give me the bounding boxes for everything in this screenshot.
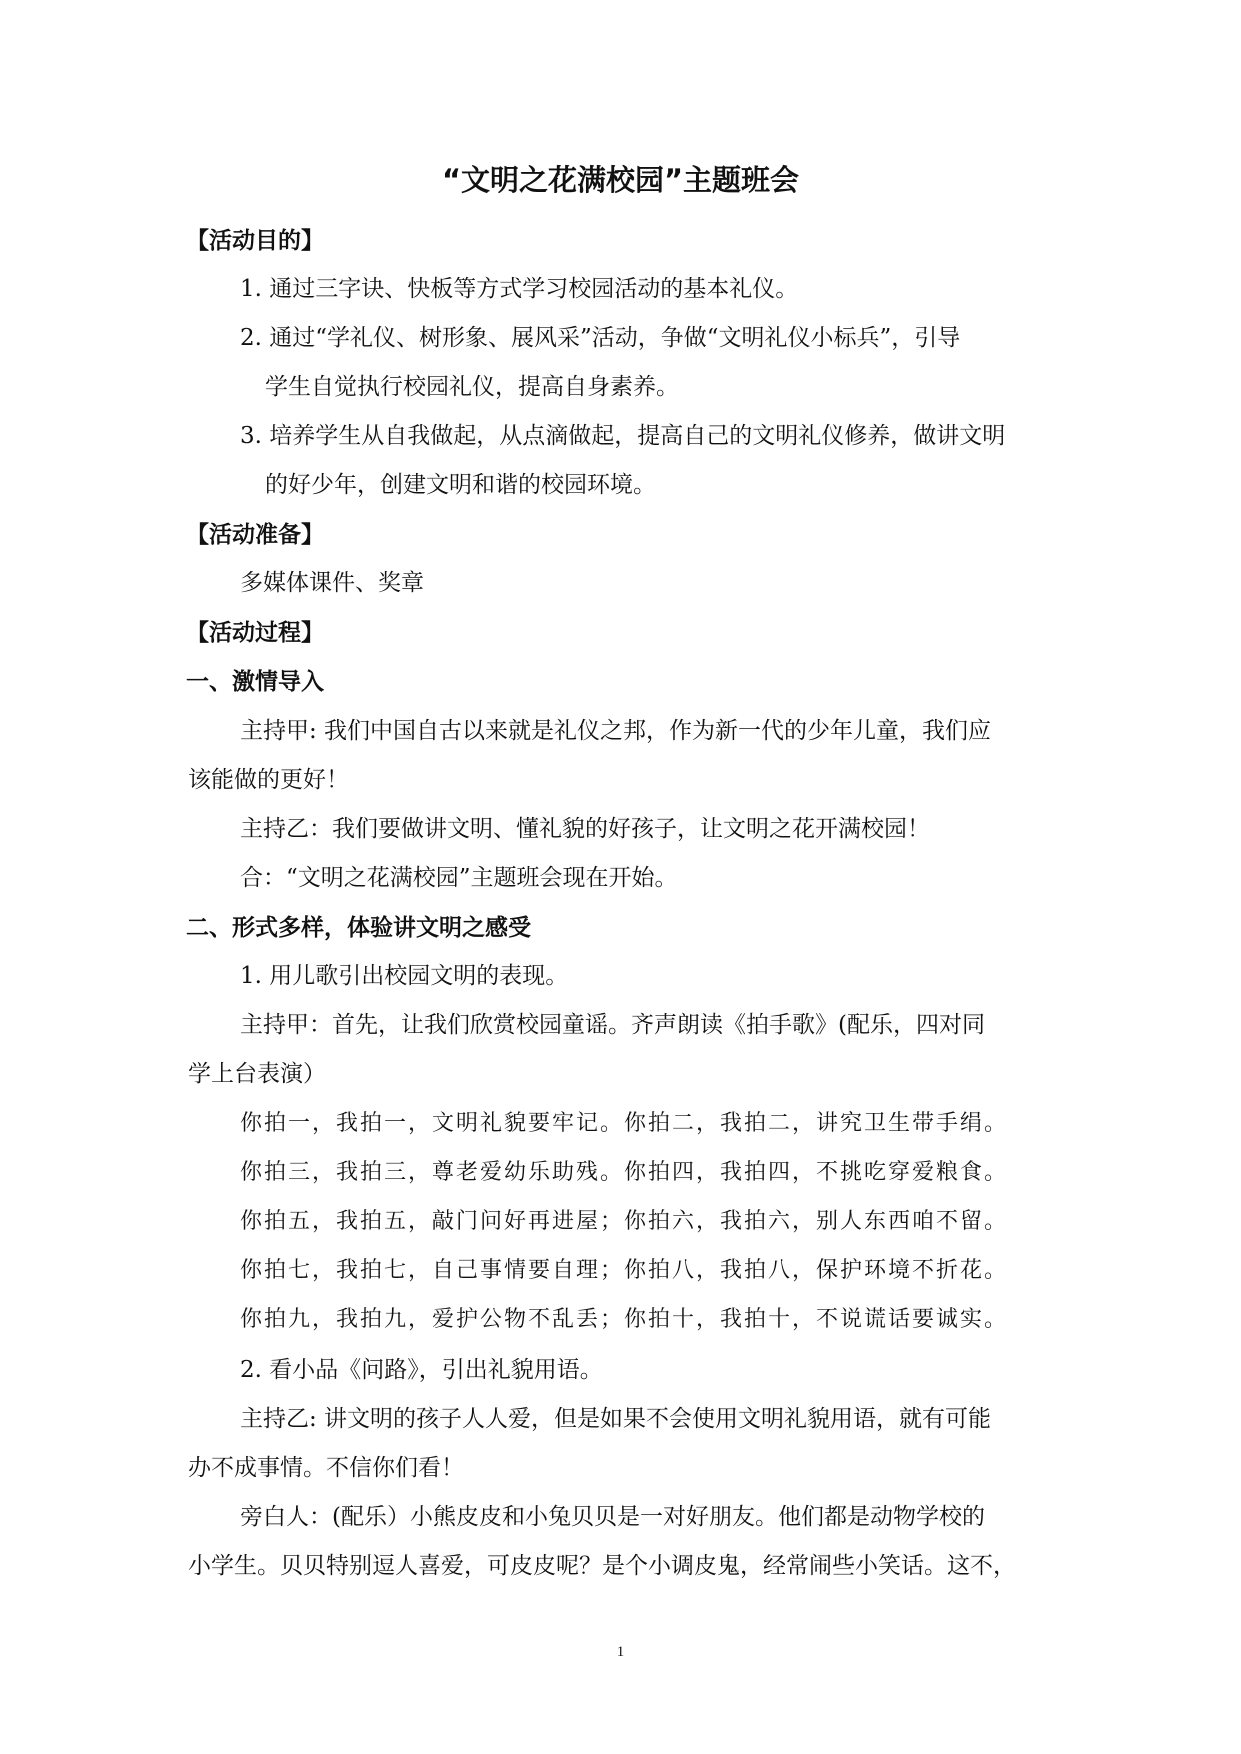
song-line-3: 你拍五，我拍五，敲门问好再进屋；你拍六，我拍六，别人东西咱不留。 <box>240 1209 1009 1234</box>
purpose-item-3: 3. 培养学生从自我做起，从点滴做起，提高自己的文明礼仪修养，做讲文明 <box>240 423 1006 449</box>
section1-heading: 一、激情导入 <box>186 669 324 695</box>
preparation-text: 多媒体课件、奖章 <box>240 570 424 596</box>
purpose-item-1: 1. 通过三字诀、快板等方式学习校园活动的基本礼仪。 <box>240 276 799 302</box>
section1-line-1: 主持甲: 我们中国自古以来就是礼仪之邦，作为新一代的少年儿童，我们应 <box>240 718 992 744</box>
section1-line-3: 主持乙：我们要做讲文明、懂礼貌的好孩子，让文明之花开满校园！ <box>240 816 930 842</box>
purpose-item-2: 2. 通过“学礼仪、树形象、展风采”活动，争做“文明礼仪小标兵”，引导 <box>240 325 961 351</box>
purpose-item-2-cont: 学生自觉执行校园礼仪，提高自身素养。 <box>265 374 679 400</box>
song-line-1: 你拍一，我拍一，文明礼貌要牢记。你拍二，我拍二，讲究卫生带手绢。 <box>240 1111 1009 1136</box>
host-a-line-1: 主持甲：首先，让我们欣赏校园童谣。齐声朗读《拍手歌》(配乐，四对同 <box>240 1012 985 1038</box>
page-number: 1 <box>616 1644 625 1660</box>
section2-item-2: 2. 看小品《问路》，引出礼貌用语。 <box>240 1357 603 1383</box>
song-line-4: 你拍七，我拍七，自己事情要自理；你拍八，我拍八，保护环境不折花。 <box>240 1258 1009 1283</box>
section2-heading: 二、形式多样，体验讲文明之感受 <box>186 915 531 941</box>
section1-line-4: 合：“文明之花满校园”主题班会现在开始。 <box>240 865 678 891</box>
song-line-5: 你拍九，我拍九，爱护公物不乱丢；你拍十，我拍十，不说谎话要诚实。 <box>240 1307 1009 1332</box>
song-line-2: 你拍三，我拍三，尊老爱幼乐助残。你拍四，我拍四，不挑吃穿爱粮食。 <box>240 1160 1009 1185</box>
narrator-line-2: 小学生。贝贝特别逗人喜爱，可皮皮呢？是个小调皮鬼，经常闹些小笑话。这不， <box>188 1553 1016 1579</box>
section1-line-2: 该能做的更好！ <box>188 767 349 793</box>
heading-process: 【活动过程】 <box>186 620 324 646</box>
heading-purpose: 【活动目的】 <box>186 228 324 254</box>
host-b-line-2: 办不成事情。不信你们看！ <box>188 1455 464 1481</box>
host-b-line-1: 主持乙: 讲文明的孩子人人爱，但是如果不会使用文明礼貌用语，就有可能 <box>240 1406 992 1432</box>
section2-item-1: 1. 用儿歌引出校园文明的表现。 <box>240 963 569 989</box>
heading-preparation: 【活动准备】 <box>186 522 324 548</box>
document-title: “文明之花满校园”主题班会 <box>441 163 800 197</box>
purpose-item-3-cont: 的好少年，创建文明和谐的校园环境。 <box>265 472 656 498</box>
narrator-line-1: 旁白人：(配乐）小熊皮皮和小兔贝贝是一对好朋友。他们都是动物学校的 <box>240 1504 985 1530</box>
host-a-line-2: 学上台表演） <box>188 1061 326 1087</box>
